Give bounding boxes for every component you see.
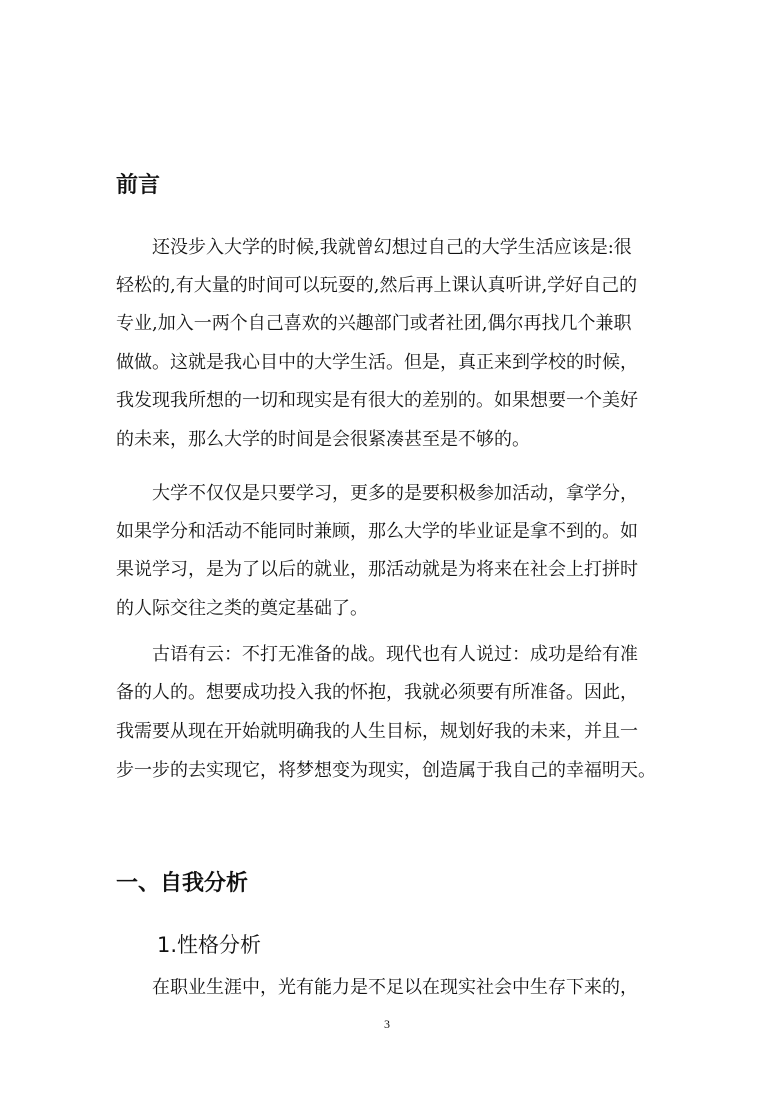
preface-line: 的人际交往之类的奠定基础了。 [116,598,368,619]
preface-line: 备的人的。想要成功投入我的怀抱，我就必须要有所准备。因此， [116,682,638,703]
preface-line: 步一步的去实现它，将梦想变为现实，创造属于我自己的幸福明天。 [116,760,656,781]
preface-line: 专业,加入一两个自己喜欢的兴趣部门或者社团,偶尔再找几个兼职 [116,313,632,334]
page-number: 3 [384,1017,390,1031]
preface-line: 还没步入大学的时候,我就曾幻想过自己的大学生活应该是:很 [116,237,632,258]
preface-line: 我需要从现在开始就明确我的人生目标，规划好我的未来，并且一 [116,721,638,742]
section-title: 一、自我分析 [116,871,249,896]
preface-line: 的未来，那么大学的时间是会很紧凑甚至是不够的。 [116,429,530,450]
preface-title: 前言 [116,173,161,198]
preface-line: 我发现我所想的一切和现实是有很大的差别的。如果想要一个美好 [116,390,638,411]
subsection-title: 1.性格分析 [157,933,262,957]
preface-line: 做做。这就是我心目中的大学生活。但是，真正来到学校的时候， [116,352,638,373]
preface-line: 轻松的,有大量的时间可以玩耍的,然后再上课认真听讲,学好自己的 [116,275,638,296]
section-line: 在职业生涯中，光有能力是不足以在现实社会中生存下来的， [116,977,638,998]
preface-line: 如果学分和活动不能同时兼顾，那么大学的毕业证是拿不到的。如 [116,521,638,542]
preface-line: 古语有云：不打无准备的战。现代也有人说过：成功是给有准 [116,644,638,665]
preface-line: 大学不仅仅是只要学习，更多的是要积极参加活动，拿学分， [116,483,638,504]
preface-line: 果说学习，是为了以后的就业，那活动就是为将来在社会上打拼时 [116,559,638,580]
